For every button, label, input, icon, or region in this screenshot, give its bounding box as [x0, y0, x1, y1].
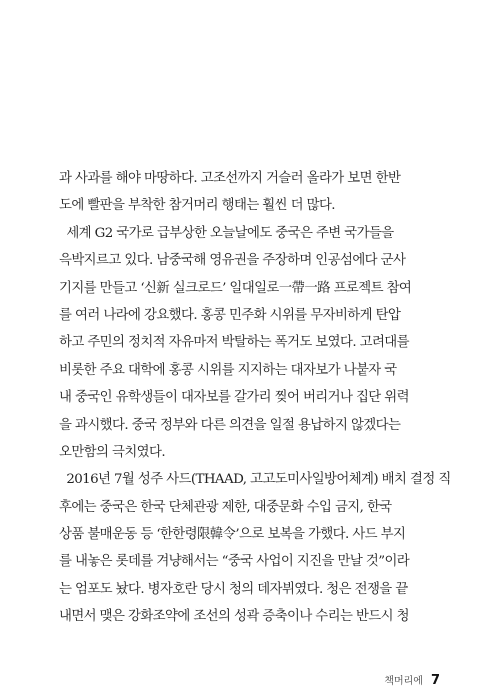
text-line: 비롯한 주요 대학에 홍콩 시위를 지지하는 대자보가 나붙자 국 [59, 362, 397, 378]
text-line: 윽박지르고 있다. 남중국해 영유권을 주장하며 인공섬에다 군사 [59, 253, 406, 269]
text-line: 를 내놓은 롯데를 겨냥해서는 “중국 사업이 지진을 만날 것”이라 [59, 554, 410, 570]
text-line: 를 여러 나라에 강요했다. 홍콩 민주화 시위를 무자비하게 탄압 [59, 307, 401, 323]
body-text [59, 165, 451, 631]
text-line: 상품 불매운동 등 ‘한한령限韓令’으로 보복을 가했다. 사드 부지 [59, 527, 406, 543]
text-line: 하고 주민의 정치적 자유마저 박탈하는 폭거도 보였다. 고려대를 [59, 335, 409, 351]
text-line: 세계 G2 국가로 급부상한 오늘날에도 중국은 주변 국가들을 [59, 225, 394, 241]
page-footer [384, 672, 440, 688]
text-line: 내 중국인 유학생들이 대자보를 갈가리 찢어 버리거나 집단 위력 [59, 390, 409, 406]
text-line: 도에 빨판을 부착한 참거머리 행태는 훨씬 더 많다. [59, 198, 335, 214]
text-line: 과 사과를 해야 마땅하다. 고조선까지 거슬러 올라가 보면 한반 [59, 171, 401, 186]
text-line: 는 엄포도 놨다. 병자호란 당시 청의 데자뷔였다. 청은 전쟁을 끝 [59, 581, 408, 597]
text-line: 을 과시했다. 중국 정부와 다른 의견을 일절 용납하지 않겠다는 [59, 417, 401, 433]
text-line: 후에는 중국은 한국 단체관광 제한, 대중문화 수입 금지, 한국 [59, 499, 392, 515]
running-title: 책머리에 [384, 676, 423, 687]
text-line: 내면서 맺은 강화조약에 조선의 성곽 증축이나 수리는 반드시 청 [59, 609, 409, 625]
text-line: 오만함의 극치였다. [59, 444, 165, 460]
text-line: 2016년 7월 성주 사드(THAAD, 고고도미사일방어체계) 배치 결정 직 [59, 472, 451, 488]
page-number: 7 [430, 673, 440, 688]
text-line: 기지를 만들고 ‘신新 실크로드’ 일대일로一帶一路 프로젝트 참여 [59, 280, 412, 296]
